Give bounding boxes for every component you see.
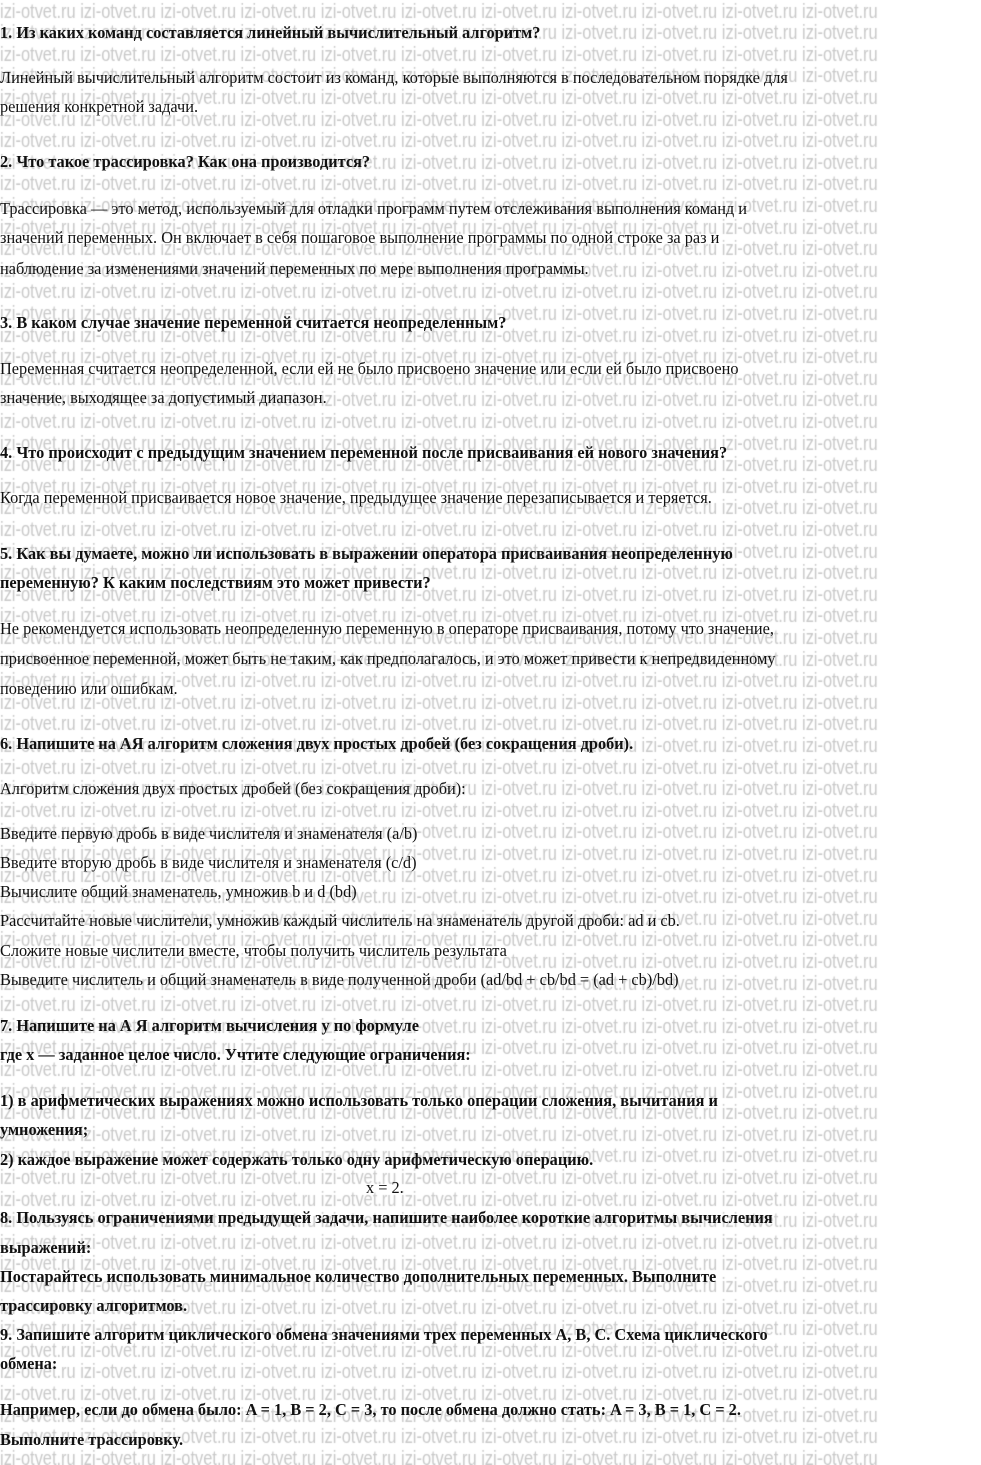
question-heading: 4. Что происходит с предыдущим значением переменной после присваивания ей нового значения? <box>0 443 728 462</box>
answer-text: Рассчитайте новые числители, умножив каждый числитель на знаменатель другой дроби: ad и cb. <box>0 911 680 930</box>
answer-text: Вычислите общий знаменатель, умножив b и d (bd) <box>0 882 357 901</box>
answer-text: Сложите новые числители вместе, чтобы получить числитель результата <box>0 941 507 960</box>
question-heading: умножения; <box>0 1120 89 1139</box>
question-heading: 8. Пользуясь ограничениями предыдущей задачи, напишите наиболее короткие алгоритмы вычисления <box>0 1208 773 1227</box>
question-heading: 2. Что такое трассировка? Как она производится? <box>0 152 371 171</box>
answer-text: Выведите числитель и общий знаменатель в виде полученной дроби (ad/bd + cb/bd = (ad + cb)/bd) <box>0 970 679 989</box>
question-heading: 9. Запишите алгоритм циклического обмена значениями трех переменных A, B, C. Схема циклического <box>0 1325 768 1344</box>
question-heading: 6. Напишите на АЯ алгоритм сложения двух простых дробей (без сокращения дроби). <box>0 734 634 753</box>
question-heading: Постарайтесь использовать минимальное количество дополнительных переменных. Выполните <box>0 1267 717 1286</box>
answer-text: Линейный вычислительный алгоритм состоит из команд, которые выполняются в последовательном порядке для <box>0 68 788 87</box>
answer-text: присвоенное переменной, может быть не таким, как предполагалось, и это может привести к непредвиденному <box>0 649 776 668</box>
question-heading: где x — заданное целое число. Учтите следующие ограничения: <box>0 1045 471 1064</box>
question-heading: 1. Из каких команд составляется линейный вычислительный алгоритм? <box>0 23 541 42</box>
answer-text: Введите вторую дробь в виде числителя и знаменателя (c/d) <box>0 853 417 872</box>
answer-text: Переменная считается неопределенной, если ей не было присвоено значение или если ей было присвоено <box>0 359 739 378</box>
question-heading: обмена: <box>0 1354 58 1373</box>
question-heading: переменную? К каким последствиям это может привести? <box>0 573 431 592</box>
answer-text: Трассировка — это метод, используемый для отладки программ путем отслеживания выполнения команд и <box>0 199 748 218</box>
question-heading: трассировку алгоритмов. <box>0 1296 188 1315</box>
answer-text: решения конкретной задачи. <box>0 97 199 116</box>
question-heading: 2) каждое выражение может содержать только одну арифметическую операцию. <box>0 1150 594 1169</box>
question-heading: 1) в арифметических выражениях можно использовать только операции сложения, вычитания и <box>0 1091 718 1110</box>
question-heading: 7. Напишите на А Я алгоритм вычисления у по формуле <box>0 1016 419 1035</box>
answer-text: значений переменных. Он включает в себя пошаговое выполнение программы по одной строке за раз и <box>0 228 720 247</box>
answer-text: Алгоритм сложения двух простых дробей (без сокращения дроби): <box>0 779 466 798</box>
answer-text: значение, выходящее за допустимый диапазон. <box>0 388 327 407</box>
question-heading: Выполните трассировку. <box>0 1430 184 1449</box>
answer-text: Введите первую дробь в виде числителя и знаменателя (a/b) <box>0 824 418 843</box>
question-heading: 5. Как вы думаете, можно ли использовать в выражении оператора присваивания неопределенную <box>0 544 733 563</box>
answer-text: наблюдение за изменениями значений переменных по мере выполнения программы. <box>0 259 589 278</box>
answer-text: Когда переменной присваивается новое значение, предыдущее значение перезаписывается и теряется. <box>0 488 712 507</box>
formula-condition: x = 2. <box>366 1178 404 1197</box>
question-heading: 3. В каком случае значение переменной считается неопределенным? <box>0 313 507 332</box>
answer-text: Не рекомендуется использовать неопределенную переменную в операторе присваивания, потому что значение, <box>0 619 774 638</box>
question-heading: Например, если до обмена было: A = 1, B = 2, C = 3, то после обмена должно стать: A = 3, B = 1, C = 2. <box>0 1400 741 1419</box>
answer-text: поведению или ошибкам. <box>0 679 178 698</box>
question-heading: выражений: <box>0 1238 92 1257</box>
